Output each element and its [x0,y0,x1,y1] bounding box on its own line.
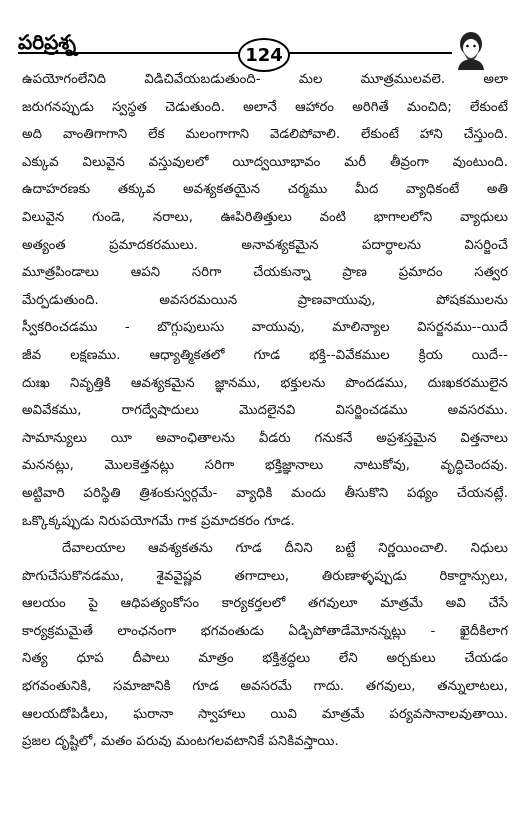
text-line: ఉదాహరణకు తక్కువ అవశ్యకతయైన చర్మము మీద వ్యాధికంటే అతి [22,182,508,198]
header-rule [18,52,452,54]
text-line: జీవ లక్షణము. ఆధ్యాత్మికతలో గూడ భక్తి--వివేకముల క్రియ యిదే-- [22,347,508,363]
page-body [22,66,508,756]
text-line: సామాన్యులు యీ అవాంఛితాలను వీడరు గనుకనే అప్రశస్తమైన విత్తనాలు [22,430,508,446]
text-line: ఎక్కువ విలువైన వస్తువులలో యీద్వయీభావం మరీ తీవ్రంగా వుంటుంది. [22,154,508,170]
page-header [0,0,520,66]
text-line: భగవంతునికి, సమాజానికి గూడ అవసరమే గాదు. తగవులు, తన్నులాటలు, [22,679,508,695]
text-line: ఒక్కొక్కప్పుడు నిరుపయోగమే గాక ప్రమాదకరం గూడ. [22,513,295,529]
author-portrait-icon [454,30,488,70]
text-line: అత్యంత ప్రమాదకరములు. అనావశ్యకమైన పదార్థాలను విసర్జించే [22,237,508,253]
text-line: దుఃఖ నివృత్తికి ఆవశ్యకమైన జ్ఞానము, భక్తులను పొందడము, దుఃఖకరములైన [22,375,508,391]
text-line: నిత్య ధూప దీపాలు మాత్రం భక్తిశ్రద్ధలు లేని అర్చకులు చేయడం [22,651,508,667]
text-line: అవివేకము, రాగద్వేషాదులు మొదలైనవి విసర్జించడము అవసరము. [22,403,508,419]
text-line: స్వీకరించడము - బొగ్గుపులుసు వాయువు, మాలిన్యాల విసర్జనము--యిదే [22,320,508,336]
text-line: అది వాంతిగాగాని లేక మలంగాగాని వెడలిపోవాలి. లేకుంటే హాని చేస్తుంది. [22,127,508,143]
text-line: మూత్రపిండాలు ఆపని సరిగా చేయకున్నా ప్రాణ ప్రమాదం సత్వర [22,265,508,281]
text-line: పొగుచేసుకొనడము, శైవవైష్ణవ తగాదాలు, తిరుణాళ్ళప్పుడు రికార్డాన్సులు, [22,568,508,584]
text-line: జరుగనప్పుడు స్వస్థత చెడుతుంది. అలానే ఆహారం అరిగితే మంచిది; లేకుంటే [22,99,508,115]
text-line: అట్టివారి పరిస్థితి త్రిశంకుస్వర్గమే- వ్యాధికి మందు తీసుకొని పథ్యం చేయనట్లే. [22,485,508,501]
text-line: ఉపయోగంలేనిది విడిచివేయబడుతుంది- మల మూత్రములవలె. అలా [22,72,508,87]
text-line: మేర్పడుతుంది. అవసరమయిన ప్రాణవాయువు, పోషకములను [22,292,508,308]
text-line: ఆలయం పై ఆధిపత్యంకోసం కార్యకర్తలలో తగవులూ మాత్రమే అవి చేసే [22,596,508,612]
book-title: పరిప్రశ్న [18,30,77,54]
text-line: ప్రజల దృష్టిలో, మతం పరువు మంటగలవటానికే పనికివస్తాయి. [22,734,339,750]
text-line: ఆలయదోపిడీలు, ఘరానా స్వాహాలు యివి మాత్రమే పర్యవసానాలవుతాయి. [22,706,508,722]
text-line: విలువైన గుండె, నరాలు, ఊపిరితిత్తులు వంటి భాగాలలోని వ్యాధులు [22,209,508,225]
text-line: దేవాలయాల ఆవశ్యకతను గూడ దీనిని బట్టే నిర్ణయించాలి. నిధులు [62,541,508,557]
text-line: కార్యక్రమమైతే లాంఛనంగా భగవంతుడు ఏడ్చిపోతాడేమోనన్నట్లు - ఖైదీకిలాగ [22,623,508,639]
page-number: 124 [245,44,283,66]
text-line: మననట్లు, మొలకెత్తనట్లు సరిగా భక్తిజ్ఞానాలు నాటుకోవు, వృద్ధిచెందవు. [22,458,508,474]
